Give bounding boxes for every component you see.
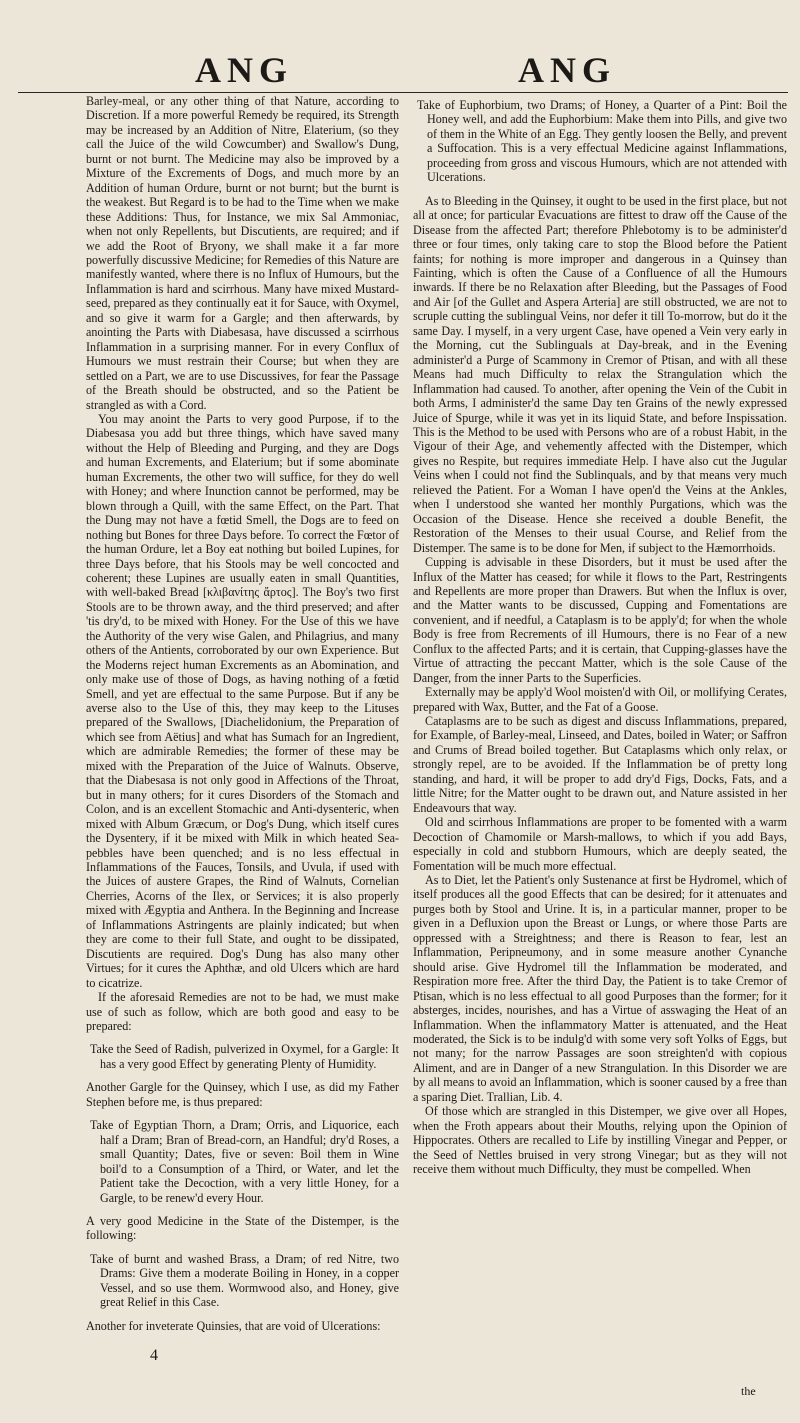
recipe: Take of Euphorbium, two Drams; of Honey, a Quarter of a Pint: Boil the Honey well, and add the Euphorbium: Make them into Pills, and give two of them in the White of an Egg. They gently loosen the Belly, and prevent a Suffocation. This is a very effectual Medicine against Inflammations, proceeding from gross and viscous Humours, which are not attended with Ulcerations. <box>417 98 787 185</box>
catchword: the <box>741 1384 756 1398</box>
paragraph: As to Bleeding in the Quinsey, it ought to be used in the first place, but not all at once; for particular Evacuations are fittest to draw off the Cause of the Disease from the affected Part; therefore Phlebotomy is to be administer'd three or four times, only taking care to stop the Blood before the Patient faints; for nothing is more improper and dangerous in a Quinsey than Fainting, which is often the Cause of a Confluence of all the Humours inwards. If there be no Relaxation after Bleeding, but the Passages of Food and Air [of the Gullet and Aspera Arteria] are still obstructed, we are not to scruple cutting the sublingual Veins, nor defer it till To-morrow, but do it the same Day. I myself, in a very urgent Case, have opened a Vein very early in the Morning, cut the Sublinguals at Day-break, and in the Evening administer'd a Purge of Scammony in Cremor of Ptisan, and with all these Means had much Difficulty to relax the Strangulation which the Inflammation had caused. To another, after opening the Vein of the Cubit in both Arms, I administer'd the same Day ten Grains of the newly expressed Juice of Spurge, while it was yet in its liquid State, and before Inspissation. This is the Method to be used with Persons who are of a robust Habit, in the Vigour of their Age, and vehemently affected with the Distemper, which gives no Respite, but requires immediate Help. I have also cut the Jugular Veins when I could not find the Sublinquals, and by that means very much relieved the Patient. For a Woman I have open'd the Veins at the Ankles, when I understood she wanted her monthly Purgations, which was the Occasion of the Disease. Hence she received a double Benefit, the Restoration of the Menses to their usual Course, and Relief from the Distemper. The same is to be done for Men, if subject to the Hæmorrhoids. <box>413 193 787 555</box>
paragraph: You may anoint the Parts to very good Purpose, if to the Diabesasa you add but three things, which have saved many without the Help of Bleeding and Purging, and they are Dogs and human Excrements, and Elaterium; but if some abominate human Excrements, the other two will suffice, for they do well with Honey; and where Inunction cannot be performed, may be blown through a Quill, with the same Effect, on the Part. That the Dung may not have a fœtid Smell, the Dogs are to feed on nothing but Bones for three Days before. To correct the Fœtor of the human Ordure, let a Boy eat nothing but boiled Lupines, for three Days before, that his Stools may be well concocted and coherent; these Lupines are usually eaten in small Quantities, with well-baked Bread [κλιβανίτης ἄρτος]. The Boy's two first Stools are to be thrown away, and the third preserved; and after 'tis dry'd, to be mixed with Honey. For the Use of this we have the Authority of the very wise Galen, and Philagrius, and many others of the Antients, corroborated by our own Experience. But the Moderns reject human Excrements as an Abomination, and only make use of those of Dogs, as having nothing of a fœtid Smell, and yet are effectual to the same Purpose. But if any be averse also to the Use of this, they may keep to the Lituses prepared of the Swallows, [Diachelidonium, the Preparation of which see from Aëtius] and what has Sumach for an Ingredient, which are admirable Remedies; the former of these may be mixed with the Preparation of the Juice of Walnuts. Observe, that the Diabesasa is not only good in Affections of the Throat, but in many others; for it cures Disorders of the Stomach and Colon, and is an excellent Stomachic and Anti-dysenteric, when mixed with Album Græcum, or Dog's Dung, which itself cures the Dysentery, if it be mixed with Milk in which heated Sea-pebbles have been quenched; and is no less effectual in Inflammations of the Fauces, Tonsils, and Uvula, if used with the Juices of austere Grapes, the Rind of Walnuts, Cornelian Cherries, Acorns of the Ilex, or Services; it is also properly mixed with Ægyptia and Anthera. In the Beginning and Increase of Inflammations Astringents are plainly indicated; but when they are come to their full State, and ought to be dissipated, Discutients are required. Dog's Dung has also many other Virtues; for it cures the Aphthæ, and old Ulcers which are hard to cicatrize. <box>86 411 399 990</box>
paragraph: Another Gargle for the Quinsey, which I use, as did my Father Stephen before me, is thus prepared: <box>86 1080 399 1109</box>
paragraph: Of those which are strangled in this Distemper, we give over all Hopes, when the Froth appears about their Mouths, relying upon the Opinion of Hippocrates. Others are recalled to Life by instilling Vinegar and Pepper, or the Seed of Nettles bruised in very strong Vinegar; but as they will not receive them without much Difficulty, they must be compelled. When <box>413 1104 787 1177</box>
recipe: Take of Egyptian Thorn, a Dram; Orris, and Liquorice, each half a Dram; Bran of Bread-corn, an Handful; dry'd Roses, a small Quantity; Dates, five or seven: Boil them in Wine boil'd to a Consumption of a Third, or Water, and let the Patient take the Decoction, with a very little Honey, for a Gargle, to be renew'd every Hour. <box>90 1118 399 1205</box>
paragraph: Old and scirrhous Inflammations are proper to be fomented with a warm Decoction of Chamomile or Marsh-mallows, to which if you add Bays, especially in cold and stubborn Humours, which are deeply seated, the Fomentation will be much more effectual. <box>413 815 787 873</box>
paragraph: Externally may be apply'd Wool moisten'd with Oil, or mollifying Cerates, prepared with Wax, Butter, and the Fat of a Goose. <box>413 685 787 714</box>
paragraph: If the aforesaid Remedies are not to be had, we must make use of such as follow, which are both good and easy to be prepared: <box>86 990 399 1033</box>
right-column <box>413 94 787 1177</box>
paragraph: Barley-meal, or any other thing of that Nature, according to Discretion. If a more powerful Remedy be required, its Strength may be increased by an Addition of Nitre, Elaterium, (so they call the Juice of the wild Cowcumber) and Swallow's Dung, burnt or not burnt. The Medicine may also be improved by a Mixture of the Excrements of Dogs, and much more by an Addition of human Ordure, burnt or not burnt; but the burnt is the weakest. But Regard is to be had to the Time when we make these Additions: Thus, for Instance, we mix Sal Ammoniac, when not only Repellents, but Discutients, are required; and if we add the Root of Bryony, we shall make it a far more powerfully discussive Medicine; for Remedies of this Nature are manifestly wanted, where there is no Influx of Humours, but the Inflammation is hard and scirrhous. Many have mixed Mustard-seed, prepared as they continually eat it for Sauce, with Oxymel, and so give it warm for a Gargle; and then afterwards, by anointing the Parts with Diabesasa, have discussed a scirrhous Inflammation in a surprising manner. For in every Conflux of Humours we must restrain their Course; but when they are settled on a Part, we are to use Discussives, for fear the Passage of the Breath should be obstructed, and so the Patient be strangled as with a Cord. <box>86 94 400 412</box>
recipe: Take the Seed of Radish, pulverized in Oxymel, for a Gargle: It has a very good Effect by generating Plenty of Humidity. <box>90 1042 399 1071</box>
recipe: Take of burnt and washed Brass, a Dram; of red Nitre, two Drams: Give them a moderate Boiling in Honey, in a copper Vessel, and so use them. Wormwood also, and Honey, give great Relief in this Case. <box>90 1251 399 1310</box>
paragraph: Cupping is advisable in these Disorders, but it must be used after the Influx of the Matter has ceased; for while it flows to the Part, Restringents and Repellents are more proper than Drawers. But when the Influx is over, and the Matter wants to be discussed, Cupping and Fomentations are convenient, and if needful, a Cataplasm is to be apply'd; for when the whole Body is free from Recrements of ill Humours, there is no Fear of a new Conflux to the affected Parts; and it is certain, that Cupping-glasses have the Virtue of attracting the peccant Matter, which is the sole Cause of the Danger, from the inner Parts to the Superficies. <box>413 555 787 685</box>
paragraph: A very good Medicine in the State of the Distemper, is the following: <box>86 1213 399 1243</box>
header-rule <box>18 92 788 93</box>
left-column <box>86 94 399 1333</box>
paragraph: As to Diet, let the Patient's only Sustenance at first be Hydromel, which of itself produces all the good Effects that can be desired; for it attenuates and purges both by Stool and Urine. It is, in a particular manner, proper to be given in a Defluxion upon the Breast or Lungs, or where those Parts are oppressed with a Streightness; and there is Reason to fear, lest an Inflammation, Peripneumony, and in some measure another Cynanche should arise. Give Hydromel till the Inflammation be moderated, and Respiration more free. After the third Day, the Patient is to take Cremor of Ptisan, which is no less effectual to all good Purposes than the former; for it absterges, incides, nourishes, and has a Virtue of asswaging the Heat of an Inflammation. When the inflammatory Matter is attenuated, and the Heat moderated, the Sick is to be indulg'd with some very soft Yolks of Eggs, but not many; for the narrow Passages are soon streighten'd with copious Aliment, and are in Danger of a new Strangulation. In this Disorder we are by all means to avoid an Inflammation, which is sooner caused by a free than a sparing Diet. Trallian, Lib. 4. <box>413 873 787 1104</box>
page-number: 4 <box>150 1347 158 1364</box>
paragraph: Cataplasms are to be such as digest and discuss Inflammations, prepared, for Example, of Barley-meal, Linseed, and Dates, boiled in Water; or Saffron and Crums of Bread boiled together. But Cataplasms which only relax, or strongly repel, are to be avoided. If the Inflammation be of pretty long standing, and hard, it will be proper to add dry'd Figs, Docks, Fats, and a little Nitre; for the Matter ought to be drawn out, and Nature assisted in her Endeavours that way. <box>413 714 787 815</box>
paragraph: Another for inveterate Quinsies, that are void of Ulcerations: <box>86 1318 381 1333</box>
running-head-left: ANG <box>195 50 293 90</box>
running-head-right: ANG <box>518 50 616 90</box>
